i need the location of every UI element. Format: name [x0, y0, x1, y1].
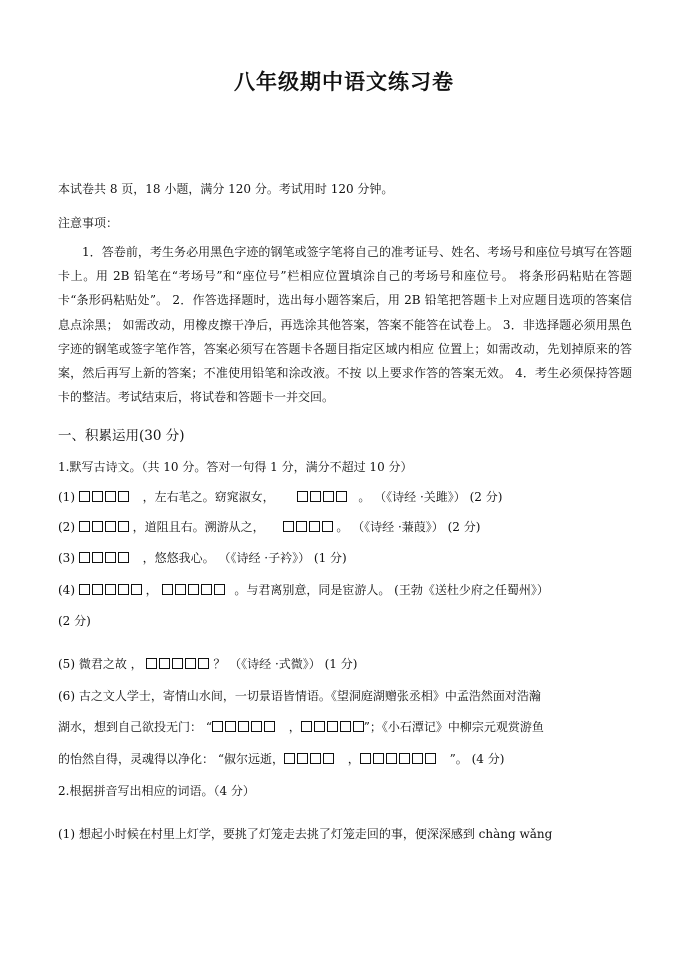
item-text: ”。 (4 分) — [449, 752, 505, 766]
item-number: (3) — [58, 551, 75, 565]
question-2-stem: 2.根据拼音写出相应的词语。（4 分） — [58, 784, 255, 798]
page-title: 八年级期中语文练习卷 — [234, 69, 454, 94]
question-1-stem: 1.默写古诗文。（共 10 分。答对一句得 1 分，满分不超过 10 分） — [58, 460, 413, 474]
item-text: 微君之故 ， — [78, 657, 143, 671]
question-1-item-6-line-1: (6) 古之文人学士，寄情山水间，一切景语皆情语。《望洞庭湖赠张丞相》中孟浩然面对浩瀚 — [58, 689, 541, 703]
answer-blank — [360, 753, 436, 764]
notice-paragraph: 1．答卷前，考生务必用黑色字迹的钢笔或签字笔将自己的准考证号、姓名、考场号和座位号填写在答题卡上。用 2B 铅笔在“考场号”和“座位号”栏相应位置填涂自己的考场号和座位号。 将条形码粘贴在答题卡“条形码粘贴处”。 2．作答选择题时，选出每小题答案后，用 2B 铅笔把答题卡上对应题目选项的答案信息点涂黑； 如需改动，用橡皮擦干净后，再选涂其他答案，答案不能答在试卷上。 3．非选择题必须用黑色字迹的钢笔或签字笔作答，答案必须写在答题卡各题目指定区域内相应 位置上；如需改动，先划掉原来的答案，然后再写上新的答案；不准使用铅笔和涂改液。不按 以上要求作答的答案无效。 4．考生必须保持答题卡的整洁。考试结束后，将试卷和答题卡一并交回。 — [58, 245, 632, 405]
item-text: ，道阻且右。溯游从之， — [132, 520, 265, 534]
section-heading: 一、积累运用(30 分) — [58, 428, 185, 444]
question-1-item-4-score: (2 分) — [58, 614, 91, 628]
item-text: ，悠悠我心。 （《诗经 ·子衿》） (1 分) — [142, 551, 347, 565]
question-1-item-5 — [58, 656, 357, 672]
answer-blank — [79, 584, 142, 595]
answer-blank — [301, 721, 364, 732]
item-text: ，左右芼之。窈窕淑女， — [142, 490, 275, 504]
item-text: ， — [145, 583, 158, 597]
item-text: 。 （《诗经 ·关雎》） (2 分) — [358, 490, 503, 504]
item-text: 的怡然自得，灵魂得以净化： “俶尔远逝， — [58, 752, 284, 766]
answer-blank — [79, 521, 129, 532]
item-number: (5) — [58, 657, 75, 671]
answer-blank — [297, 491, 347, 502]
intro-line: 本试卷共 8 页，18 小题，满分 120 分。考试用时 120 分钟。 — [58, 182, 394, 196]
question-1-item-6-line-3 — [58, 751, 504, 767]
item-number: (2) — [58, 520, 75, 534]
item-text: ， — [347, 752, 360, 766]
question-1-item-4 — [58, 582, 549, 598]
item-text: ”；《小石潭记》中柳宗元观赏游鱼 — [363, 720, 544, 734]
notice-heading: 注意事项： — [58, 216, 119, 230]
item-text: 。与君离别意，同是宦游人。 (王勃《送杜少府之任蜀州》） — [234, 583, 549, 597]
item-text: ？ （《诗经 ·式微》） (1 分) — [213, 657, 358, 671]
question-1-item-2 — [58, 519, 480, 535]
item-text: 湖水，想到自己欲投无门： “ — [58, 720, 212, 734]
answer-blank — [284, 753, 334, 764]
answer-blank — [79, 552, 129, 563]
item-text: 。 （《诗经 ·蒹葭》） (2 分) — [336, 520, 481, 534]
item-number: (4) — [58, 583, 75, 597]
answer-blank — [283, 521, 333, 532]
answer-blank — [162, 584, 225, 595]
answer-blank — [79, 491, 129, 502]
question-1-item-1 — [58, 489, 502, 505]
question-2-item-1: (1) 想起小时候在村里上灯学，要挑了灯笼走去挑了灯笼走回的事，便深深感到 chàng wǎng — [58, 827, 553, 841]
question-1-item-3 — [58, 550, 347, 566]
question-1-item-6-line-2 — [58, 719, 544, 735]
item-number: (1) — [58, 490, 75, 504]
answer-blank — [146, 658, 209, 669]
answer-blank — [212, 721, 275, 732]
item-text: ， — [288, 720, 301, 734]
